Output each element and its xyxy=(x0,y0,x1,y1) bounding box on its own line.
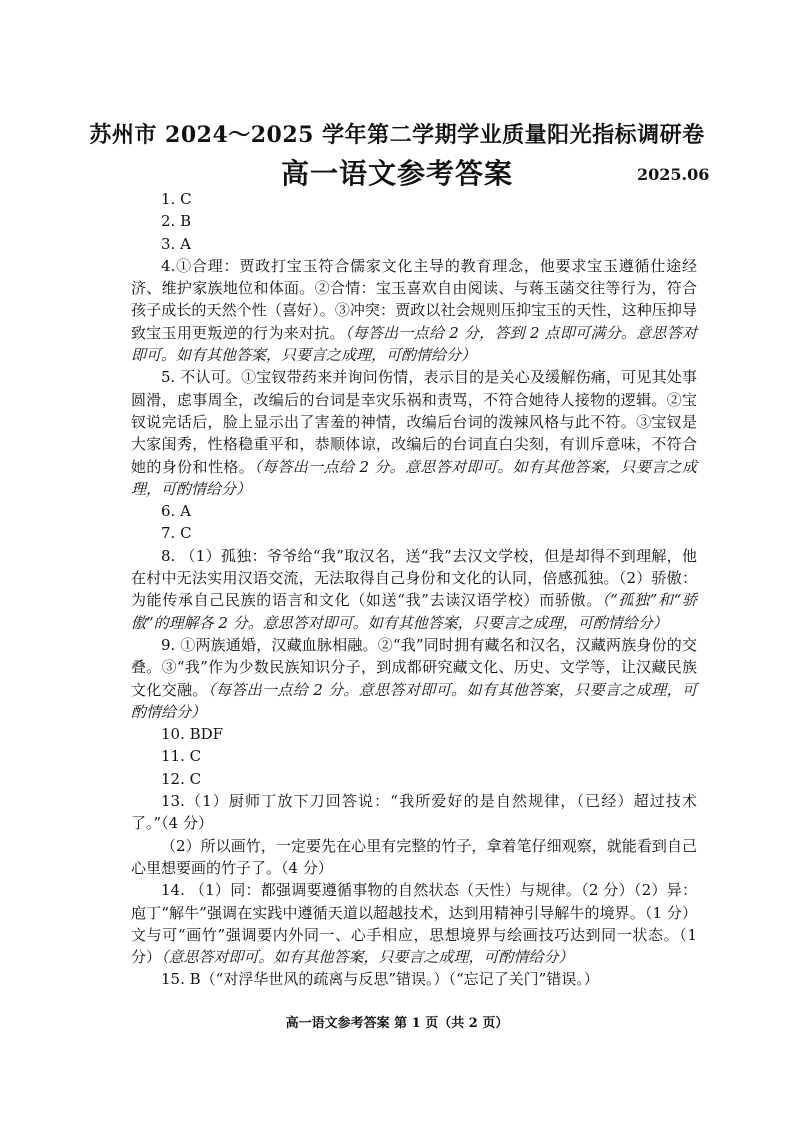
answer-item-9 xyxy=(131,634,697,723)
answer-item-7: 7. C xyxy=(161,524,192,543)
answer-item-14 xyxy=(131,879,697,968)
answer-item-15: 15. B（“对浮华世风的疏离与反思”错误。）（“忘记了关门”错误。） xyxy=(161,970,599,989)
answer-14-scoring-note: （意思答对即可。如有其他答案，只要言之成理，可酌情给分） xyxy=(161,948,574,967)
answer-item-13-part-1: 13.（1）厨师丁放下刀回答说：“我所爱好的是自然规律，（已经）超过技术了。”（4 分） xyxy=(131,792,697,833)
answer-4-text: 4.①合理：贾政打宝玉符合儒家文化主导的教育理念，他要求宝玉遵循仕途经济、维护家族地位和体面。②合情：宝玉喜欢自由阅读、与蒋玉菡交往等行为，符合孩子成长的天然个性（喜好）。③冲突：贾政以社会规则压抑宝玉的天性，这种压抑导致宝玉用更叛逆的行为来对抗。 xyxy=(131,256,697,342)
answer-item-1: 1. C xyxy=(161,190,192,208)
answer-5-scoring-note: （每答出一点给 2 分。意思答对即可。如有其他答案，只要言之成理，可酌情给分） xyxy=(131,457,697,498)
answer-item-12: 12. C xyxy=(161,769,202,788)
answer-4-scoring-note: （每答出一点给 2 分，答到 2 点即可满分。意思答对即可。如有其他答案，只要言之成理，可酌情给分） xyxy=(131,323,697,365)
answer-item-6: 6. A xyxy=(161,502,191,521)
answer-8-scoring-note: （“孤独”和“骄傲”的理解各 2 分。意思答对即可。如有其他答案，只要言之成理，可酌情给分） xyxy=(131,591,697,632)
answer-list xyxy=(131,188,697,991)
exam-title: 苏州市 2024～2025 学年第二学期学业质量阳光指标调研卷 xyxy=(89,122,705,148)
answer-9-text: 9. ①两族通婚，汉藏血脉相融。②“我”同时拥有藏名和汉名，汉藏两族身份的交叠。③“我”作为少数民族知识分子，到成都研究藏文化、历史、文学等，让汉藏民族文化交融。 xyxy=(131,635,697,699)
answer-item-13-part-2: （2）所以画竹，一定要先在心里有完整的竹子，拿着笔仔细观察，就能看到自己心里想要画的竹子了。（4 分） xyxy=(131,836,697,877)
answer-item-3: 3. A xyxy=(161,234,191,253)
answer-key-title: 高一语文参考答案 xyxy=(280,157,513,190)
page-footer: 高一语文参考答案 第 1 页（共 2 页） xyxy=(285,1016,509,1031)
answer-item-11: 11. C xyxy=(161,747,202,766)
answer-item-5 xyxy=(131,366,697,500)
answer-item-4 xyxy=(131,255,697,366)
answer-item-10: 10. BDF xyxy=(161,725,224,744)
answer-item-8 xyxy=(131,545,697,634)
answer-9-scoring-note: （每答出一点给 2 分。意思答对即可。如有其他答案，只要言之成理，可酌情给分） xyxy=(131,680,697,721)
answer-5-text: 5. 不认可。①宝钗带药来并询问伤情，表示目的是关心及缓解伤痛，可见其处事圆滑，虑事周全，改编后的台词是幸灾乐祸和责骂，不符合她待人接物的逻辑。②宝钗说完话后，脸上显示出了害羞的神情，改编后台词的泼辣风格与此不符。③宝钗是大家闺秀，性格稳重平和，恭顺体谅，改编后的台词直白尖刻，有训斥意味，不符合她的身份和性格。 xyxy=(131,368,697,476)
exam-date: 2025.06 xyxy=(637,165,710,184)
answer-14-text: 14. （1）同：都强调要遵循事物的自然状态（天性）与规律。（2 分）（2）异：庖丁“解牛”强调在实践中遵循天道以超越技术，达到用精神引导解牛的境界。（1 分）文与可“画竹”强调要内外同一、心手相应，思想境界与绘画技巧达到同一状态。（1 分） xyxy=(131,881,697,967)
answer-item-2: 2. B xyxy=(161,212,192,231)
answer-8-text: 8. （1）孤独：爷爷给“我”取汉名，送“我”去汉文学校，但是却得不到理解，他在村中无法实用汉语交流，无法取得自己身份和文化的认同，倍感孤独。（2）骄傲：为能传承自己民族的语言和文化（如送“我”去读汉语学校）而骄傲。 xyxy=(131,546,697,610)
